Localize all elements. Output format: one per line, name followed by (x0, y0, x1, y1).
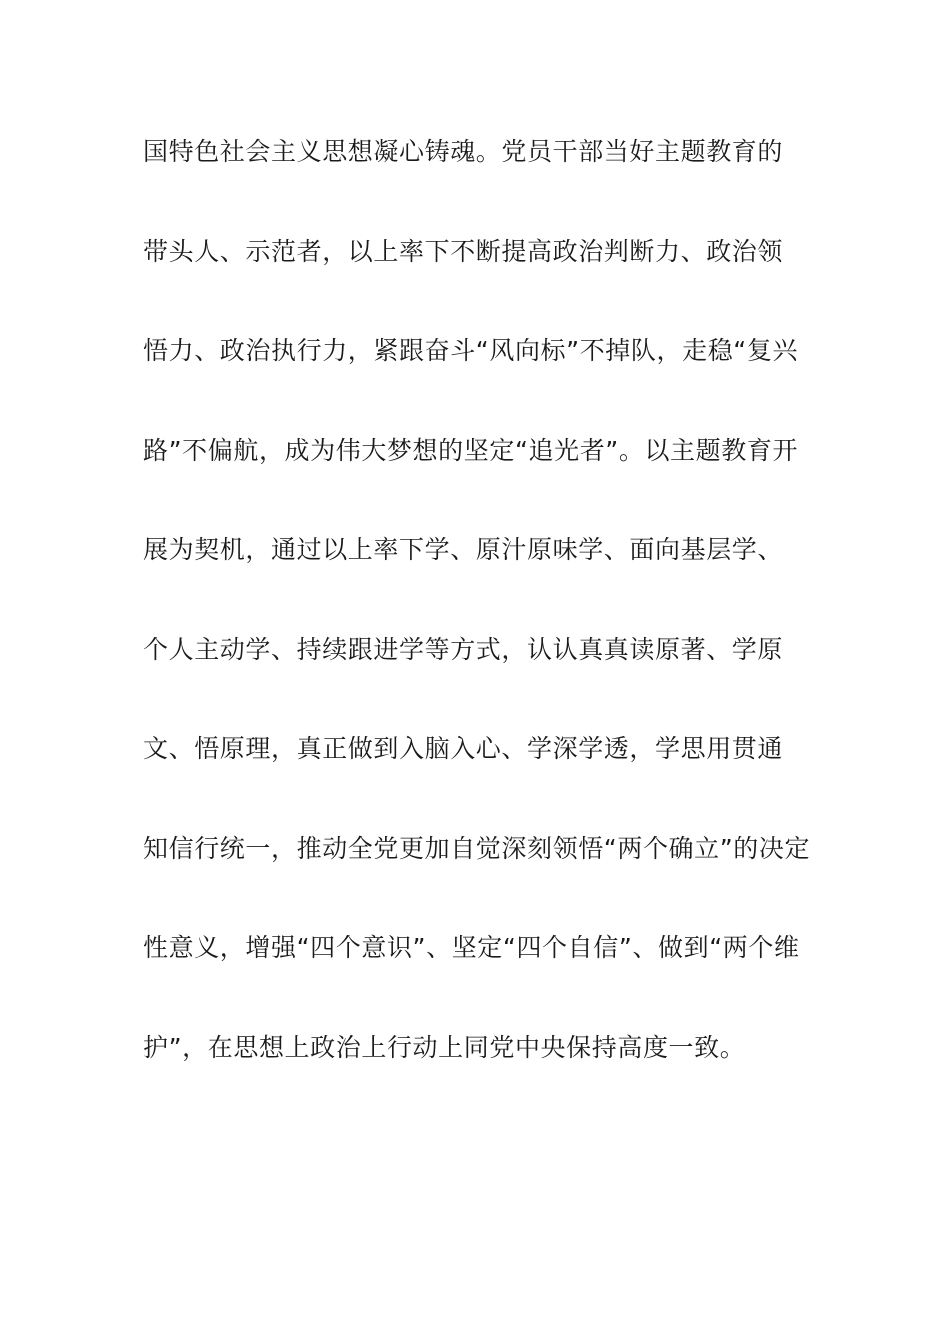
text-line: 知信行统一，推动全党更加自觉深刻领悟“两个确立”的决定 (143, 833, 811, 863)
text-line: 展为契机，通过以上率下学、原汁原味学、面向基层学、 (143, 535, 784, 564)
body-paragraph (143, 128, 813, 1123)
text-line: 带头人、示范者，以上率下不断提高政治判断力、政治领 (143, 236, 784, 266)
text-line: 个人主动学、持续跟进学等方式，认认真真读原著、学原 (143, 634, 784, 664)
text-line: 国特色社会主义思想凝心铸魂。党员干部当好主题教育的 (143, 137, 784, 166)
text-line: 护”，在思想上政治上行动上同党中央保持高度一致。 (143, 1032, 746, 1062)
text-line: 路”不偏航，成为伟大梦想的坚定“追光者”。以主题教育开 (143, 435, 799, 465)
text-line: 悟力、政治执行力，紧跟奋斗“风向标”不掉队，走稳“复兴 (143, 336, 799, 365)
text-line: 文、悟原理，真正做到入脑入心、学深学透，学思用贯通 (143, 734, 784, 763)
text-line: 性意义，增强“四个意识”、坚定“四个自信”、做到“两个维 (143, 933, 800, 962)
